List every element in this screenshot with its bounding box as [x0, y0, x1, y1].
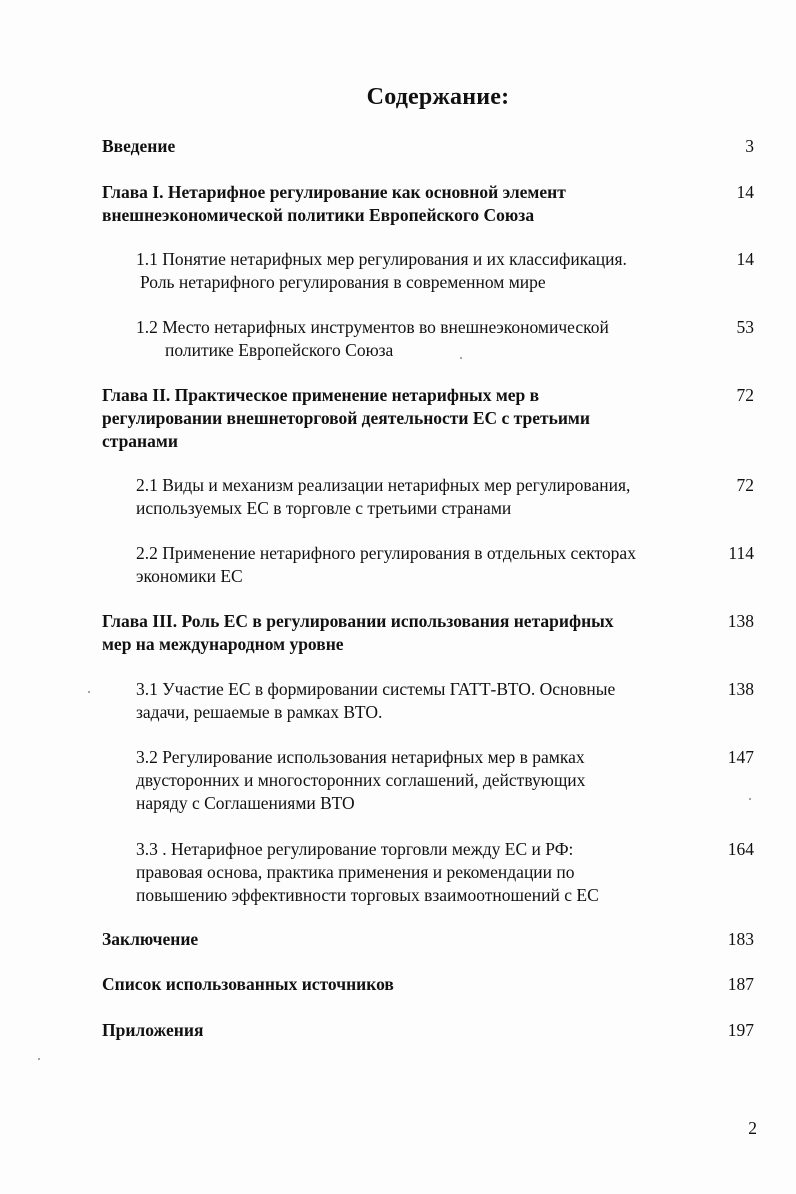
toc-page-number: 197 [727, 1020, 754, 1040]
toc-entry-section-1-2 [102, 316, 754, 362]
toc-page-number: 72 [736, 385, 754, 405]
scan-speck [88, 691, 90, 693]
toc-entry-section-2-1 [102, 474, 754, 520]
toc-page-number: 14 [736, 182, 754, 202]
toc-entry-line: Роль нетарифного регулирования в современном мире [140, 272, 546, 292]
toc-entry-line: 3.2 Регулирование использования нетарифных мер в рамках [136, 747, 585, 767]
toc-entry-line: повышению эффективности торговых взаимоотношений с ЕС [136, 885, 599, 905]
toc-entry-line: 2.1 Виды и механизм реализации нетарифных мер регулирования, [136, 475, 631, 495]
toc-entry-line: странами [102, 431, 178, 451]
toc-entry-line: 1.2 Место нетарифных инструментов во внешнеэкономической [136, 317, 609, 337]
toc-entry-line: наряду с Соглашениями ВТО [136, 793, 355, 813]
toc-entry-line: Глава III. Роль ЕС в регулировании использования нетарифных [102, 611, 614, 631]
toc-entry-line: Список использованных источников [102, 974, 394, 994]
toc-entry-line: Введение [102, 136, 176, 156]
toc-entry-line: 3.1 Участие ЕС в формировании системы ГАТТ-ВТО. Основные [136, 679, 616, 699]
toc-page-number: 53 [736, 317, 754, 337]
toc-entry-conclusion [102, 928, 754, 951]
toc-entry-section-3-3 [102, 838, 754, 907]
toc-entry-line: Заключение [102, 929, 199, 949]
toc-entry-line: регулировании внешнеторговой деятельности ЕС с третьими [102, 408, 590, 428]
toc-entry-line: двусторонних и многосторонних соглашений, действующих [136, 770, 586, 790]
toc-page-number: 164 [727, 839, 754, 859]
scan-speck [38, 1058, 40, 1060]
scan-speck [749, 798, 751, 800]
toc-entry-line: Глава I. Нетарифное регулирование как основной элемент [102, 182, 566, 202]
toc-entry-line: используемых ЕС в торговле с третьими странами [136, 498, 512, 518]
toc-entry-line: 3.3 . Нетарифное регулирование торговли между ЕС и РФ: [136, 839, 574, 859]
page-title: Содержание: [366, 84, 510, 110]
toc-entry-line: 2.2 Применение нетарифного регулирования в отдельных секторах [136, 543, 636, 563]
toc-entry-appendices [102, 1019, 754, 1042]
toc-page-number: 138 [727, 679, 754, 699]
toc-entry-references [102, 973, 754, 996]
toc-entry-line: политике Европейского Союза [165, 340, 394, 360]
toc-page-number: 114 [728, 543, 754, 563]
toc-page-number: 72 [736, 475, 754, 495]
toc-page-number: 187 [727, 974, 754, 994]
toc-page-number: 138 [727, 611, 754, 631]
toc-entry-line: экономики ЕС [136, 566, 243, 586]
toc-page-number: 183 [727, 929, 754, 949]
toc-entry-line: Глава II. Практическое применение нетарифных мер в [102, 385, 540, 405]
toc-entry-section-1-1 [102, 248, 754, 294]
toc-entry-line: задачи, решаемые в рамках ВТО. [136, 702, 383, 722]
toc-page-number: 147 [727, 747, 754, 767]
toc-entry-line: мер на международном уровне [102, 634, 344, 654]
toc-page-number: 3 [745, 136, 754, 156]
toc-entry-line: внешнеэкономической политики Европейского Союза [102, 205, 535, 225]
toc-entry-chapter-3 [102, 610, 754, 656]
toc-entry-section-3-1 [102, 678, 754, 724]
toc-page-number: 14 [736, 249, 754, 269]
scan-speck [460, 357, 462, 359]
toc-entry-introduction [102, 135, 754, 158]
toc-entry-chapter-2 [102, 384, 754, 453]
toc-entry-line: правовая основа, практика применения и рекомендации по [136, 862, 575, 882]
page-number: 2 [748, 1118, 757, 1138]
toc-entry-section-2-2 [102, 542, 754, 588]
toc-entry-chapter-1 [102, 181, 754, 227]
toc-entry-section-3-2 [102, 746, 754, 815]
toc-entry-line: 1.1 Понятие нетарифных мер регулирования и их классификация. [136, 249, 627, 269]
toc-entry-line: Приложения [102, 1020, 204, 1040]
